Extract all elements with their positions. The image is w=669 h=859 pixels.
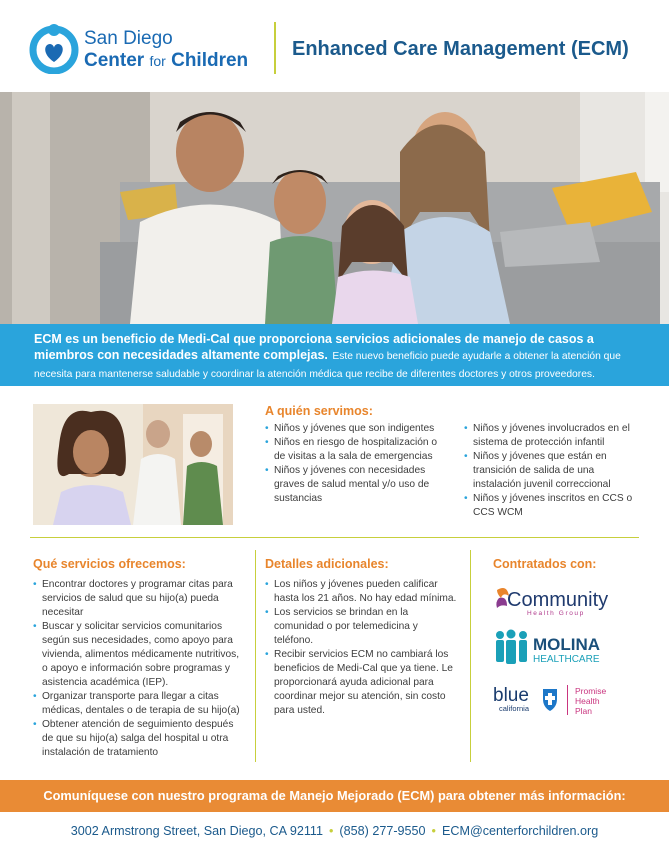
blue-shield-promise-logo[interactable] [493, 681, 643, 721]
molina-people-icon [496, 630, 527, 665]
contact-footer [0, 820, 669, 842]
services-section [33, 557, 245, 760]
logo-text-line1: San Diego [84, 28, 173, 49]
family-hero-photo [0, 92, 669, 324]
list-item: • Recibir servicios ECM no cambiará los beneficios de Medi-Cal que ya tiene. Le proporcionará ayuda adicional para coordinar mejor su atención, sin costo para usted. [265, 648, 457, 718]
header-divider [274, 22, 276, 74]
who-we-serve-list-1 [265, 422, 451, 506]
list-item: • Niños y jóvenes con necesidades graves de salud mental y/o uso de sustancias [265, 464, 451, 506]
address: 3002 Armstrong Street, San Diego, CA 92111 [70, 824, 323, 838]
list-item: • Niños en riesgo de hospitalización o de visitas a la sala de emergencias [265, 436, 451, 464]
list-item: • Buscar y solicitar servicios comunitarios según sus necesidades, como apoyo para vivienda, alimentos médicamente nutritivos, o apoyo e información sobre programas y asistencia académica (IEP). [33, 620, 245, 690]
molina-healthcare-logo[interactable] [493, 629, 633, 669]
who-we-serve-section [265, 404, 645, 518]
promise-plan-line3: Plan [575, 706, 593, 716]
services-list [33, 578, 245, 760]
girl-with-doctors-photo [33, 404, 233, 525]
blue-name: blue [493, 685, 529, 706]
details-title: Detalles adicionales: [265, 557, 389, 571]
intro-banner [0, 324, 669, 386]
column-divider [470, 550, 471, 762]
community-health-group-logo[interactable] [493, 584, 633, 620]
section-divider [30, 537, 639, 538]
intro-text: Este nuevo beneficio puede ayudarle a obtener la atención que necesita para mantenerse saludable y coordinar la atención médica que recibe de diferentes doctores y otros proveedores. [34, 351, 621, 380]
community-sub: Health Group [527, 610, 585, 617]
who-we-serve-title: A quién servimos: [265, 404, 373, 418]
separator: • [329, 824, 334, 838]
partners-title: Contratados con: [493, 557, 597, 571]
list-item: • Encontrar doctores y programar citas para servicios de salud que su hijo(a) pueda necesitar [33, 578, 245, 620]
details-section [265, 557, 457, 718]
page-title: Enhanced Care Management (ECM) [292, 38, 629, 60]
contact-call-to-action: Comuníquese con nuestro programa de Manejo Mejorado (ECM) para obtener más información: [0, 780, 669, 812]
list-item: • Niños y jóvenes inscritos en CCS o CCS WCM [464, 492, 645, 520]
services-title: Qué servicios ofrecemos: [33, 557, 186, 571]
promise-plan-line2: Health [575, 696, 600, 706]
blue-sub: california [499, 704, 530, 713]
who-we-serve-list-2 [464, 422, 645, 520]
column-divider [255, 550, 256, 762]
logo-text-line2: Center for Children [84, 50, 249, 71]
list-item: • Niños y jóvenes involucrados en el sistema de protección infantil [464, 422, 645, 450]
header [0, 0, 669, 92]
list-item: • Niños y jóvenes que son indigentes [265, 422, 451, 436]
organization-logo[interactable] [28, 20, 268, 80]
email-link[interactable]: ECM@centerforchildren.org [441, 824, 599, 838]
phone-link[interactable]: (858) 277-9550 [339, 824, 426, 838]
molina-name: MOLINA [533, 635, 601, 654]
list-item: • Organizar transporte para llegar a citas médicas, dentales o de terapia de su hijo(a) [33, 690, 245, 718]
list-item: • Niños y jóvenes que están en transición de salida de una instalación juvenil correccional [464, 450, 645, 492]
details-list [265, 578, 457, 718]
separator: • [431, 824, 436, 838]
community-name: Community [507, 589, 609, 611]
promise-plan-line1: Promise [575, 686, 607, 696]
molina-sub: HEALTHCARE [533, 654, 600, 665]
partners-section [493, 557, 643, 716]
list-item: • Los servicios se brindan en la comunidad o por telemedicina y teléfono. [265, 606, 457, 648]
family-heart-logo-icon [28, 22, 80, 74]
list-item: • Obtener atención de seguimiento después de que su hijo(a) salga del hospital u otra instalación de tratamiento [33, 718, 245, 760]
intro-bold-text: ECM es un beneficio de Medi-Cal que proporciona servicios adicionales de manejo de casos a miembros con necesidades altamente complejas. [34, 332, 594, 362]
list-item: • Los niños y jóvenes pueden calificar hasta los 21 años. No hay edad mínima. [265, 578, 457, 606]
